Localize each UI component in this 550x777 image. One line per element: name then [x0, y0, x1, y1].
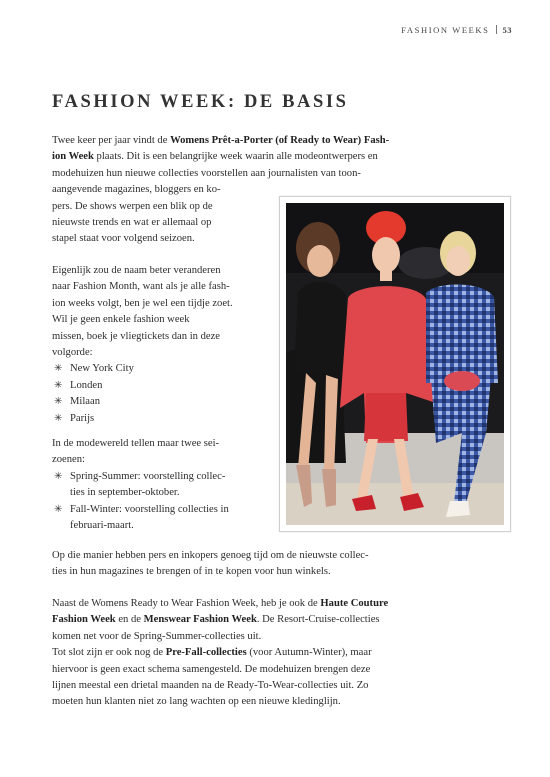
page-title: FASHION WEEK: DE BASIS: [52, 92, 349, 112]
asterisk-bullet-icon: ✳: [54, 396, 63, 408]
emphasis-pre-fall: Pre-Fall-collecties: [165, 647, 247, 659]
list-item: ✳ Fall-Winter: voorstelling collecties in februari-maart.: [54, 503, 229, 532]
emphasis-womens-pret-a-porter: Womens Prêt-a-Porter (of Ready to Wear) Fash-: [170, 135, 390, 146]
intro-paragraph: Twee keer per jaar vindt de Womens Prêt-a-Porter (of Ready to Wear) Fash- ion Week plaats. Dit is een belangrijke week waarin alle modeontwerpers en modehuizen hun nieuwe collecties voorstellen aan journalisten van toon- aangevende magazines, bloggers en ko- pers. De shows werpen een blik op de nieuwste trends en wat er allemaal op stapel staat voor volgend seizoen.: [52, 135, 390, 245]
page-number: 53: [502, 25, 512, 35]
photo-frame: [279, 196, 511, 532]
asterisk-bullet-icon: ✳: [54, 379, 63, 391]
list-item: ✳ Spring-Summer: voorstelling collec- ties in september-oktober.: [54, 470, 226, 499]
running-head: [401, 25, 512, 35]
list-item: ✳ Londen: [52, 378, 233, 394]
city-list: [52, 361, 233, 427]
asterisk-bullet-icon: ✳: [54, 470, 63, 482]
front-row-illustration: [286, 203, 504, 525]
emphasis-haute-couture: Haute Couture: [320, 598, 389, 609]
emphasis-fashion-week: ion Week: [52, 151, 94, 163]
front-row-photo: [286, 203, 504, 525]
season-list: [52, 469, 229, 535]
asterisk-bullet-icon: ✳: [54, 363, 63, 375]
emphasis-menswear-fashion-week: Menswear Fashion Week: [143, 614, 257, 626]
route-paragraph: Eigenlijk zou de naam beter veranderen naar Fashion Month, want als je alle fash- ion weeks volgt, ben je wel een tijdje zoet. Wil je geen enkele fashion week missen, boek je vliegtickets dan in deze volgorde: ✳ New York City ✳ Londen ✳ Milaan ✳ Parijs: [52, 263, 233, 427]
asterisk-bullet-icon: ✳: [54, 412, 63, 424]
other-weeks-paragraph: Naast de Womens Ready to Wear Fashion Week, heb je ook de Haute Couture Fashion Week en de Menswear Fashion Week. De Resort-Cruise-collecties komen net voor de Spring-Summer-collecties uit. Tot slot zijn er ook nog de Pre-Fall-collecties (voor Autumn-Winter), maar hiervoor is geen exact schema samengesteld. De modehuizen brengen deze lijnen meestal een drietal maanden na de Ready-To-Wear-collecties uit. Zo moeten hun klanten niet zo lang wachten op een nieuwe kledinglijn.: [52, 598, 389, 708]
list-item: ✳ Milaan: [52, 394, 233, 410]
asterisk-bullet-icon: ✳: [54, 503, 63, 515]
running-head-divider: [496, 25, 497, 34]
list-item: ✳ New York City: [52, 361, 233, 377]
section-title: FASHION WEEKS: [401, 25, 490, 35]
list-item: ✳ Parijs: [52, 411, 233, 427]
emphasis-haute-couture-fashion-week: Fashion Week: [52, 614, 116, 626]
timing-paragraph: Op die manier hebben pers en inkopers genoeg tijd om de nieuwste collec- ties in hun magazines te brengen of in te kopen voor hun winkels.: [52, 550, 369, 578]
seasons-paragraph: In de modewereld tellen maar twee sei- zoenen: ✳ Spring-Summer: voorstelling collec- ties in september-oktober. ✳ Fall-Winter: voorstelling collecties in februari-maart.: [52, 436, 229, 534]
